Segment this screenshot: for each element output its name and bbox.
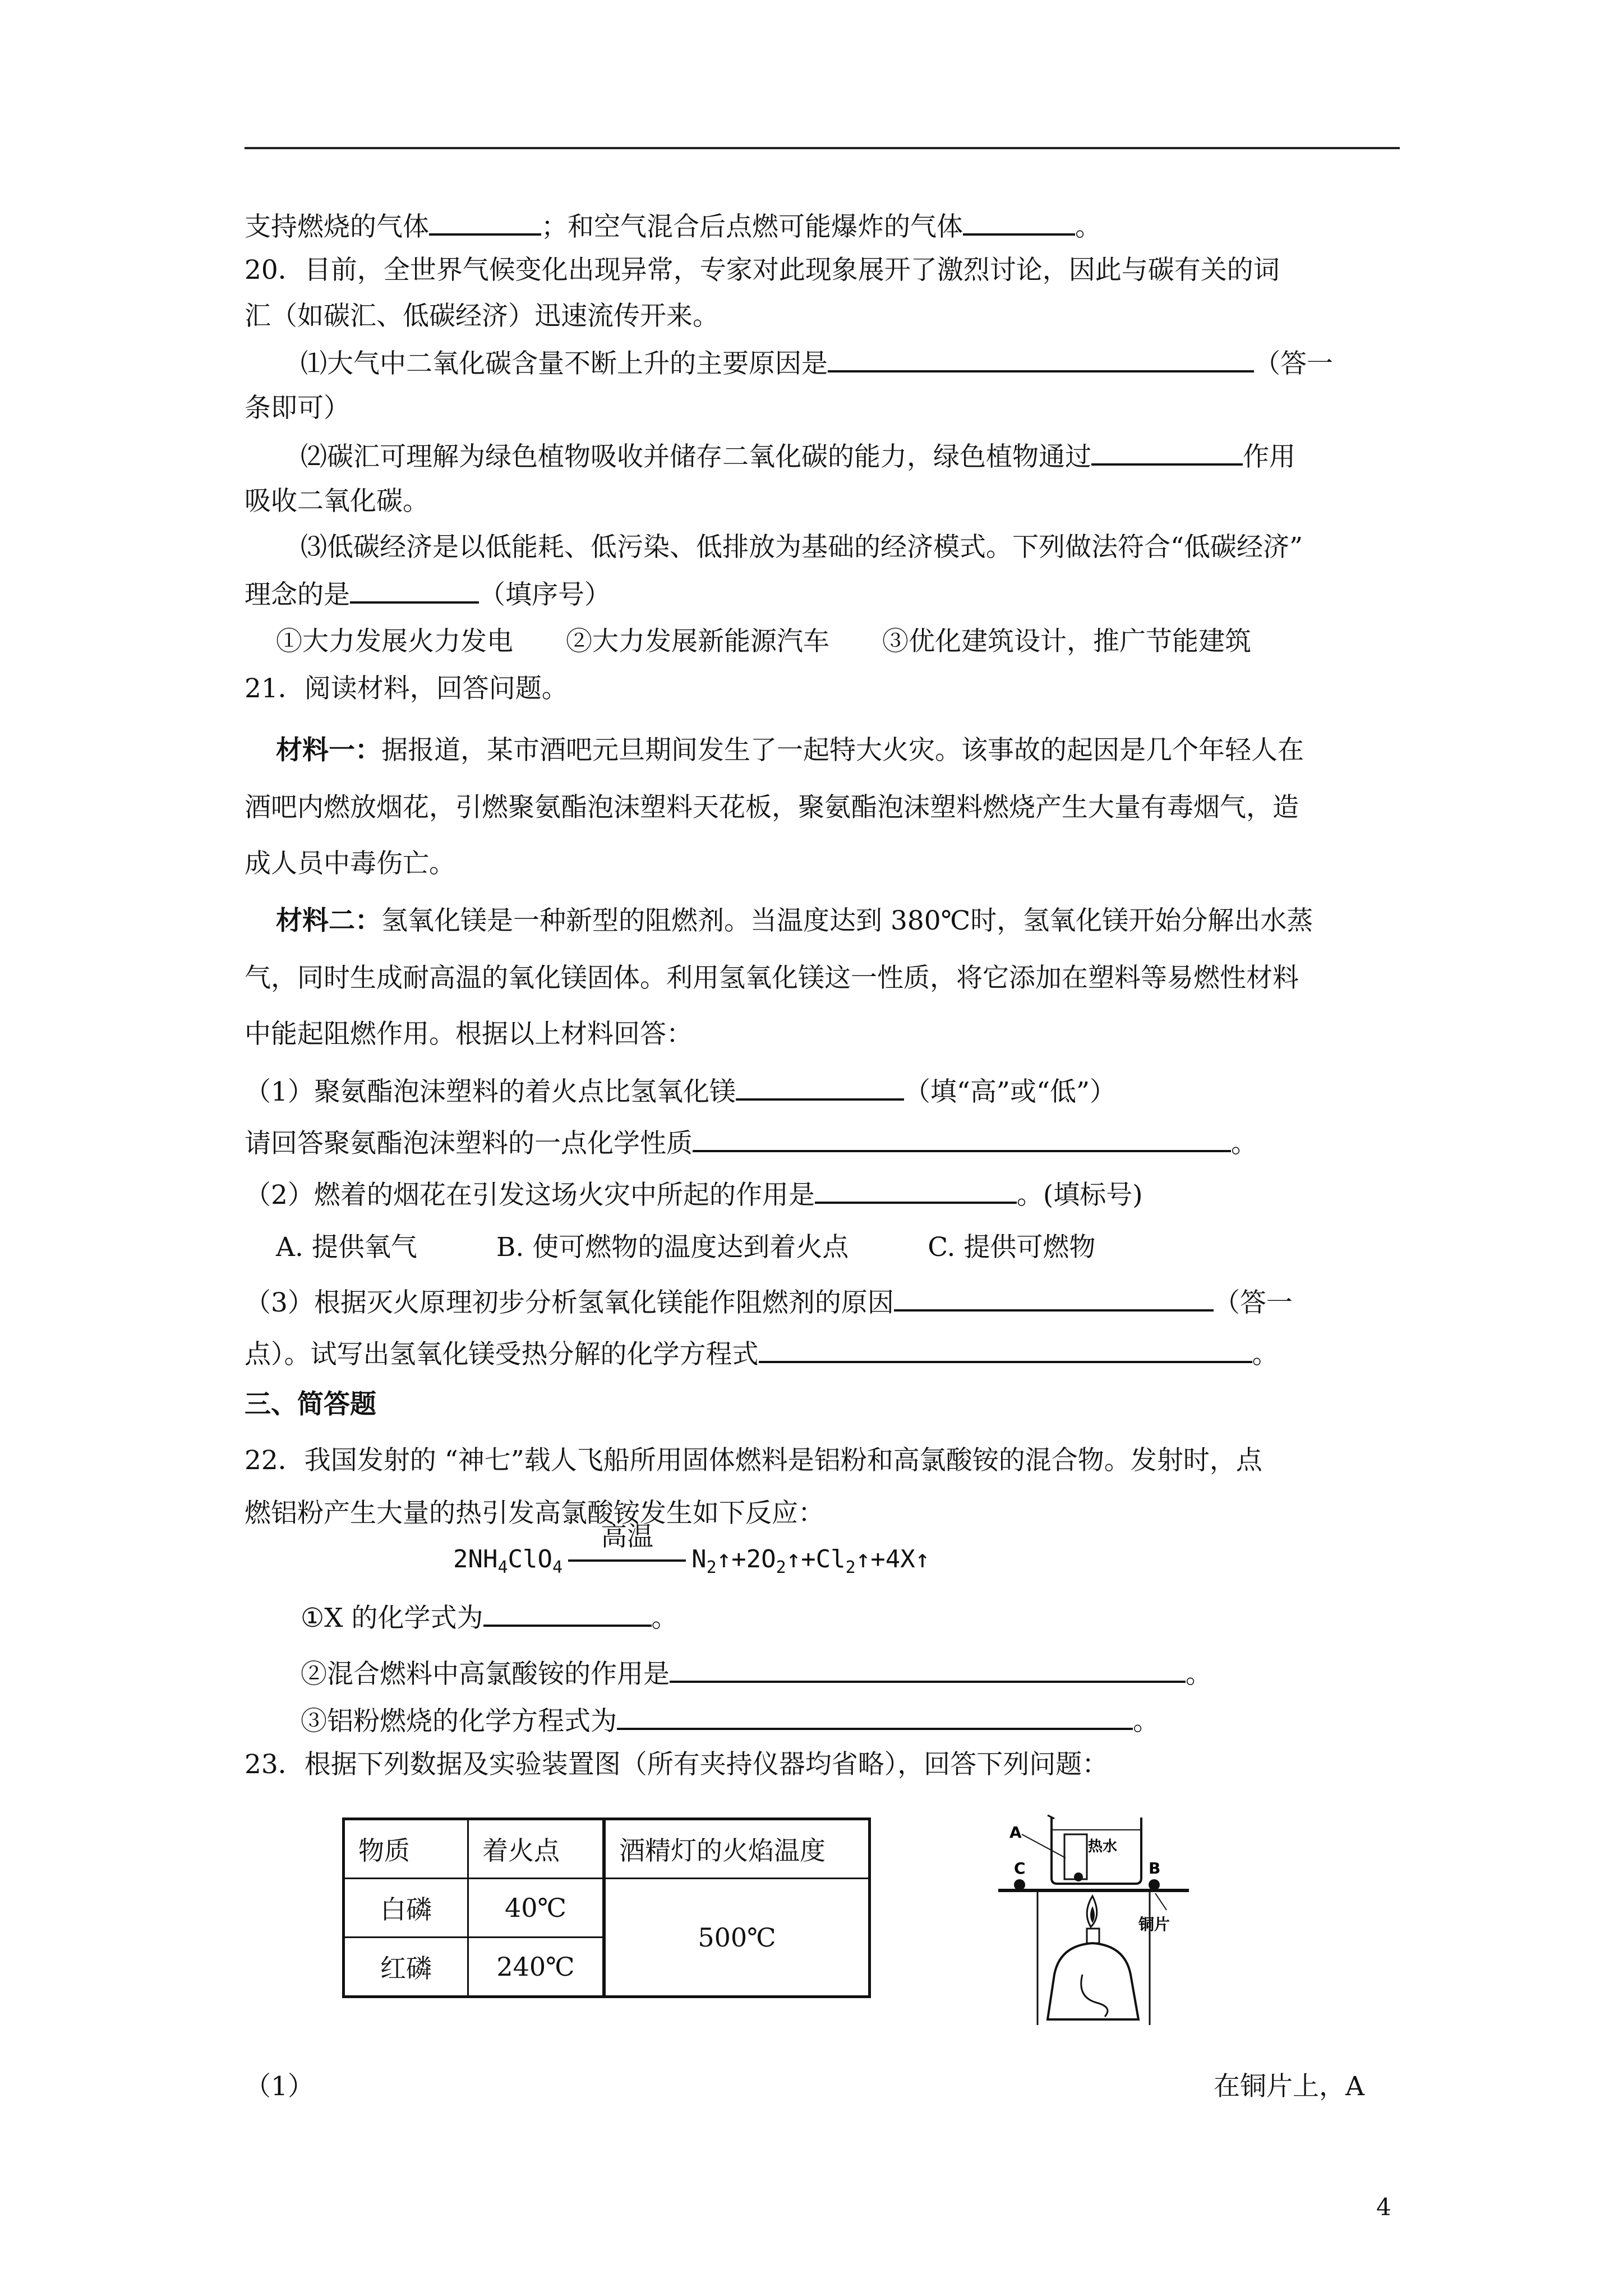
text: 理念的是 <box>245 579 350 610</box>
text: ③铝粉燃烧的化学方程式为 <box>301 1706 617 1737</box>
table-cell: 白磷 <box>344 1879 468 1938</box>
label-c: C <box>1014 1859 1026 1878</box>
reaction-condition-arrow <box>562 1521 691 1576</box>
answer-blank[interactable] <box>894 1285 1214 1312</box>
q21-1-cont <box>245 1125 1257 1161</box>
answer-blank[interactable] <box>350 577 479 604</box>
copper-label: 铜片 <box>1138 1915 1170 1934</box>
q20-line-2: 汇（如碳汇、低碳经济）迅速流传开来。 <box>245 301 719 332</box>
text: 据报道，某市酒吧元旦期间发生了一起特大火灾。该事故的起因是几个年轻人在 <box>381 735 1304 766</box>
material-2-label: 材料二： <box>276 905 381 936</box>
reaction-equation: $2NH_4ClO_4$ 高温 $N_2↑+2O_2↑+Cl_2↑+4X↑$ <box>453 1521 930 1577</box>
text: ；和空气混合后点燃可能爆炸的气体 <box>541 211 963 242</box>
text: ②混合燃料中高氯酸铵的作用是 <box>301 1659 670 1690</box>
q22-2-line <box>301 1656 1212 1691</box>
text: 。(填标号) <box>1016 1180 1143 1211</box>
reaction-condition: 高温 <box>601 1521 654 1552</box>
material-2-line-3: 中能起阻燃作用。根据以上材料回答： <box>245 1019 693 1050</box>
table-cell-flame: 500℃ <box>604 1879 870 1997</box>
table-header-row <box>344 1819 870 1879</box>
text: 。 <box>651 1603 678 1634</box>
text: 。 <box>1186 1659 1212 1690</box>
q23-1-label: （1） <box>245 2071 314 2102</box>
answer-blank[interactable] <box>1091 439 1243 466</box>
table-cell: 240℃ <box>468 1938 605 1997</box>
table-cell: 红磷 <box>344 1938 468 1997</box>
answer-blank[interactable] <box>670 1656 1186 1683</box>
q22-line-1: 22．我国发射的 “神七”载人飞船所用固体燃料是铝粉和高氯酸铵的混合物。发射时，点 <box>245 1445 1262 1476</box>
page-number: 4 <box>1376 2193 1391 2221</box>
table-header-cell: 着火点 <box>468 1819 605 1879</box>
table-row <box>344 1879 870 1938</box>
text: （填序号） <box>479 579 611 610</box>
answer-blank[interactable] <box>483 1600 652 1627</box>
table-header-cell: 酒精灯的火焰温度 <box>604 1819 870 1879</box>
ignition-data-table <box>342 1818 871 1998</box>
q20-2-cont: 吸收二氧化碳。 <box>245 486 429 517</box>
text: （2）燃着的烟花在引发这场火灾中所起的作用是 <box>245 1180 815 1211</box>
answer-blank[interactable] <box>617 1703 1133 1730</box>
material-1-line-2: 酒吧内燃放烟花，引燃聚氨酯泡沫塑料天花板，聚氨酯泡沫塑料燃烧产生大量有毒烟气，造 <box>245 792 1299 823</box>
answer-blank[interactable] <box>963 209 1075 236</box>
table-header-cell: 物质 <box>344 1819 468 1879</box>
text: （1）聚氨酯泡沫塑料的着火点比氢氧化镁 <box>245 1076 736 1107</box>
q23-title: 23．根据下列数据及实验装置图（所有夹持仪器均省略），回答下列问题： <box>245 1749 1109 1780</box>
q21-options: A. 提供氧气 B. 使可燃物的温度达到着火点 C. 提供可燃物 <box>276 1232 1096 1263</box>
material-1-line-1 <box>276 734 1304 767</box>
q22-3-line <box>301 1703 1159 1738</box>
text: （答一 <box>1254 348 1333 379</box>
text: 。 <box>1075 211 1101 242</box>
answer-blank[interactable] <box>736 1074 904 1101</box>
label-b: B <box>1149 1859 1161 1878</box>
text: 。 <box>1133 1706 1159 1737</box>
text: 支持燃烧的气体 <box>245 211 429 242</box>
q20-1-cont: 条即可） <box>245 393 350 424</box>
answer-blank[interactable] <box>429 209 541 236</box>
q21-1-line <box>245 1074 1116 1109</box>
apparatus-figure <box>998 1806 1189 2031</box>
text: ①X 的化学式为 <box>301 1603 483 1634</box>
answer-blank[interactable] <box>815 1177 1017 1204</box>
text: （填“高”或“低”） <box>903 1076 1117 1107</box>
q22-line-2: 燃铝粉产生大量的热引发高氯酸铵发生如下反应： <box>245 1498 824 1529</box>
material-1-label: 材料一： <box>276 735 381 766</box>
text: 作用 <box>1243 441 1295 472</box>
text: ⑵碳汇可理解为绿色植物吸收并储存二氧化碳的能力，绿色植物通过 <box>301 441 1091 472</box>
answer-blank[interactable] <box>828 346 1254 372</box>
q22-1-line <box>301 1600 678 1635</box>
text: 。 <box>1252 1339 1279 1370</box>
text: （答一 <box>1213 1287 1293 1318</box>
q20-2-line <box>301 439 1295 474</box>
q23-1-right-text: 在铜片上，A <box>1214 2071 1364 2102</box>
q20-3-line: ⑶低碳经济是以低能耗、低污染、低排放为基础的经济模式。下列做法符合“低碳经济” <box>301 532 1303 563</box>
q19-tail-line <box>245 209 1101 244</box>
section-heading: 三、简答题 <box>245 1389 376 1420</box>
text: 请回答聚氨酯泡沫塑料的一点化学性质 <box>245 1128 693 1159</box>
text: ⑴大气中二氧化碳含量不断上升的主要原因是 <box>301 348 828 379</box>
q21-2-line <box>245 1177 1143 1212</box>
text: （3）根据灭火原理初步分析氢氧化镁能作阻燃剂的原因 <box>245 1287 894 1318</box>
q20-3-cont <box>245 577 611 612</box>
text: 氢氧化镁是一种新型的阻燃剂。当温度达到 380℃时，氢氧化镁开始分解出水蒸 <box>381 905 1313 936</box>
answer-blank[interactable] <box>693 1125 1231 1152</box>
q21-3-line <box>245 1285 1293 1320</box>
q20-1-line <box>301 346 1333 381</box>
q21-title: 21．阅读材料，回答问题。 <box>245 673 568 704</box>
q20-options: ①大力发展火力发电 ②大力发展新能源汽车 ③优化建筑设计，推广节能建筑 <box>276 626 1251 657</box>
table-cell: 40℃ <box>468 1879 605 1938</box>
text: 。 <box>1231 1128 1257 1159</box>
text: 点）。试写出氢氧化镁受热分解的化学方程式 <box>245 1339 759 1370</box>
q21-3-cont <box>245 1336 1279 1372</box>
header-rule <box>245 147 1400 149</box>
answer-blank[interactable] <box>759 1336 1252 1363</box>
material-1-line-3: 成人员中毒伤亡。 <box>245 848 455 879</box>
label-a: A <box>1009 1823 1022 1842</box>
material-2-line-2: 气，同时生成耐高温的氧化镁固体。利用氢氧化镁这一性质，将它添加在塑料等易燃性材料 <box>245 963 1299 993</box>
hot-water-label: 热水 <box>1088 1838 1118 1855</box>
material-2-line-1 <box>276 904 1313 938</box>
q20-line-1: 20．目前，全世界气候变化出现异常，专家对此现象展开了激烈讨论，因此与碳有关的词 <box>245 255 1280 286</box>
